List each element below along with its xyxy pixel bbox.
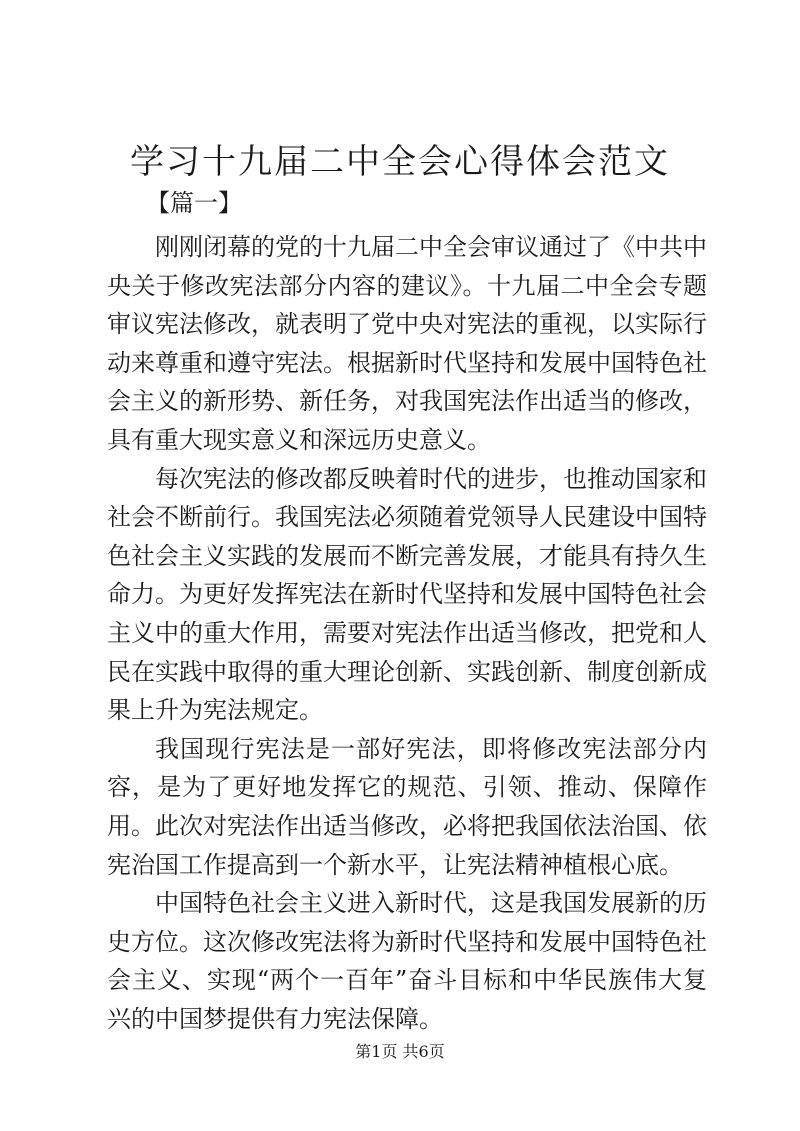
paragraph: 中国特色社会主义进入新时代，这是我国发展新的历史方位。这次修改宪法将为新时代坚持和发展中国特色社会主义、实现“两个一百年”奋斗目标和中华民族伟大复兴的中国梦提供有力宪法保障。 <box>107 889 707 1033</box>
page-footer: 第1页 共6页 <box>355 1042 445 1061</box>
section-label: 【篇一】 <box>146 189 242 217</box>
body-text <box>107 228 707 1038</box>
paragraph: 我国现行宪法是一部好宪法，即将修改宪法部分内容，是为了更好地发挥它的规范、引领、推动、保障作用。此次对宪法作出适当修改，必将把我国依法治国、依宪治国工作提高到一个新水平，让宪法精神植根心底。 <box>107 734 707 879</box>
paragraph: 每次宪法的修改都反映着时代的进步，也推动国家和社会不断前行。我国宪法必须随着党领导人民建设中国特色社会主义实践的发展而不断完善发展，才能具有持久生命力。为更好发挥宪法在新时代坚持和发展中国特色社会主义中的重大作用，需要对宪法作出适当修改，把党和人民在实践中取得的重大理论创新、实践创新、制度创新成果上升为宪法规定。 <box>107 464 707 725</box>
page-title: 学习十九届二中全会心得体会范文 <box>130 142 670 182</box>
paragraph: 刚刚闭幕的党的十九届二中全会审议通过了《中共中央关于修改宪法部分内容的建议》。十九届二中全会专题审议宪法修改，就表明了党中央对宪法的重视，以实际行动来尊重和遵守宪法。根据新时代坚持和发展中国特色社会主义的新形势、新任务，对我国宪法作出适当的修改，具有重大现实意义和深远历史意义。 <box>107 233 707 454</box>
